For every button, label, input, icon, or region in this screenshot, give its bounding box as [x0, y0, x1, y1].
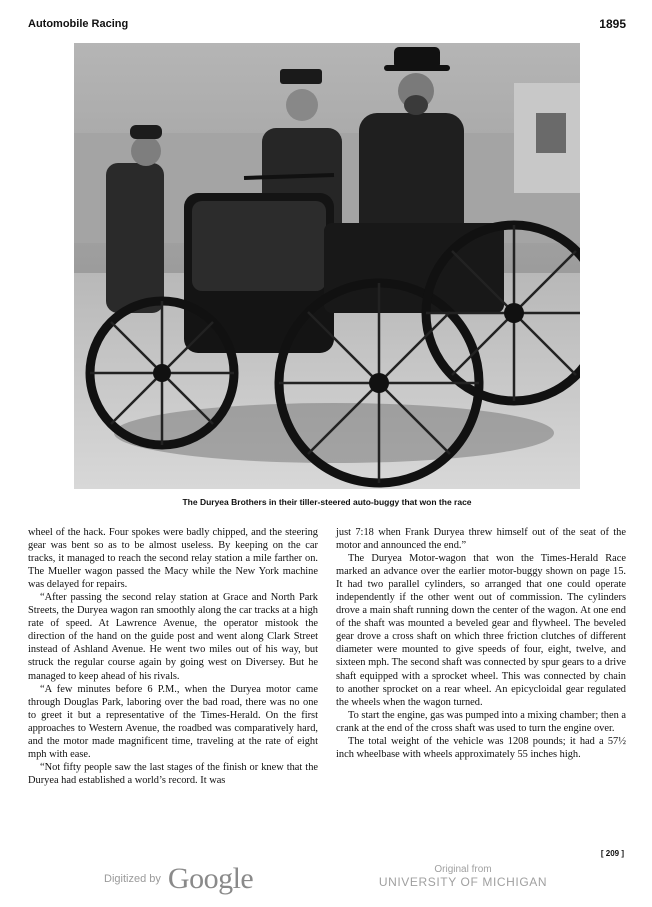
paragraph: wheel of the hack. Four spokes were badly chipped, and the steering gear was bent so as to be almost useless. By keeping on the car tracks, it managed to reach the second relay station a mile farther on. The Mueller wagon passed the Macy while the New York machine was delayed for repairs. [28, 527, 318, 591]
paragraph: “A few minutes before 6 P.M., when the Duryea motor came through Douglas Park, laboring over the bad road, there was no one to greet it but a representative of the Times-Herald. On the first approaches to Western Avenue, the roadbed was comparatively hard, and the motor made magnificent time, traveling at the rate of eight mph with ease. [28, 683, 318, 760]
running-head-year: 1895 [599, 17, 626, 31]
page-number: [ 209 ] [600, 849, 624, 858]
photo-caption: The Duryea Brothers in their tiller-steered auto-buggy that won the race [182, 497, 472, 507]
paragraph: “Not fifty people saw the last stages of the finish or knew that the Duryea had established a world’s record. It was [28, 761, 318, 786]
institution-label: UNIVERSITY OF MICHIGAN [378, 875, 548, 889]
paragraph: “After passing the second relay station at Grace and North Park Streets, the Duryea wagon ran smoothly along the car tracks at a high rate of speed. At Lawrence Avenue, the operator mistook the direction of the hand on the guide post and went along Clark Street instead of Ashland Avenue. He went two miles out of his way, but struck the regular course again by going west on Diversey. But he managed to keep ahead of his rivals. [28, 592, 318, 682]
google-logo: Google [167, 862, 254, 895]
running-head-section: Automobile Racing [28, 18, 129, 30]
paragraph: The total weight of the vehicle was 1208 pounds; it had a 57½ inch wheelbase with wheels approximately 55 inches high. [336, 735, 626, 760]
duryea-photograph [74, 43, 580, 489]
left-text-column [28, 526, 318, 787]
digitized-by-label: Digitized by [104, 873, 161, 885]
right-text-column [336, 526, 626, 761]
paragraph: just 7:18 when Frank Duryea threw himself out of the seat of the motor and announced the end.” [336, 527, 626, 552]
paragraph: To start the engine, gas was pumped into a mixing chamber; then a crank at the end of the cross shaft was used to turn the engine over. [336, 709, 626, 734]
paragraph: The Duryea Motor-wagon that won the Times-Herald Race marked an advance over the earlier motor-buggy shown on page 15. It had two parallel cylinders, so arranged that one could operate independently if the other went out of commission. The cylinders drove a main shaft running down the center of the wagon. At one end of the shaft was mounted a beveled gear and flywheel. The beveled gear drove a cross shaft on which three friction clutches of different diameter were mounted to give speeds of four, eight, twelve, and sixteen mph. The second shaft was connected by spur gears to a drive shaft equipped with a sprocket wheel. This was connected by chain to another sprocket on a rear wheel. An epicycloidal gear regulated the wheels when the wagon turned. [336, 553, 626, 708]
original-from-label: Original from [434, 864, 492, 875]
digitized-by-watermark [104, 862, 253, 896]
original-from-watermark [378, 864, 548, 889]
